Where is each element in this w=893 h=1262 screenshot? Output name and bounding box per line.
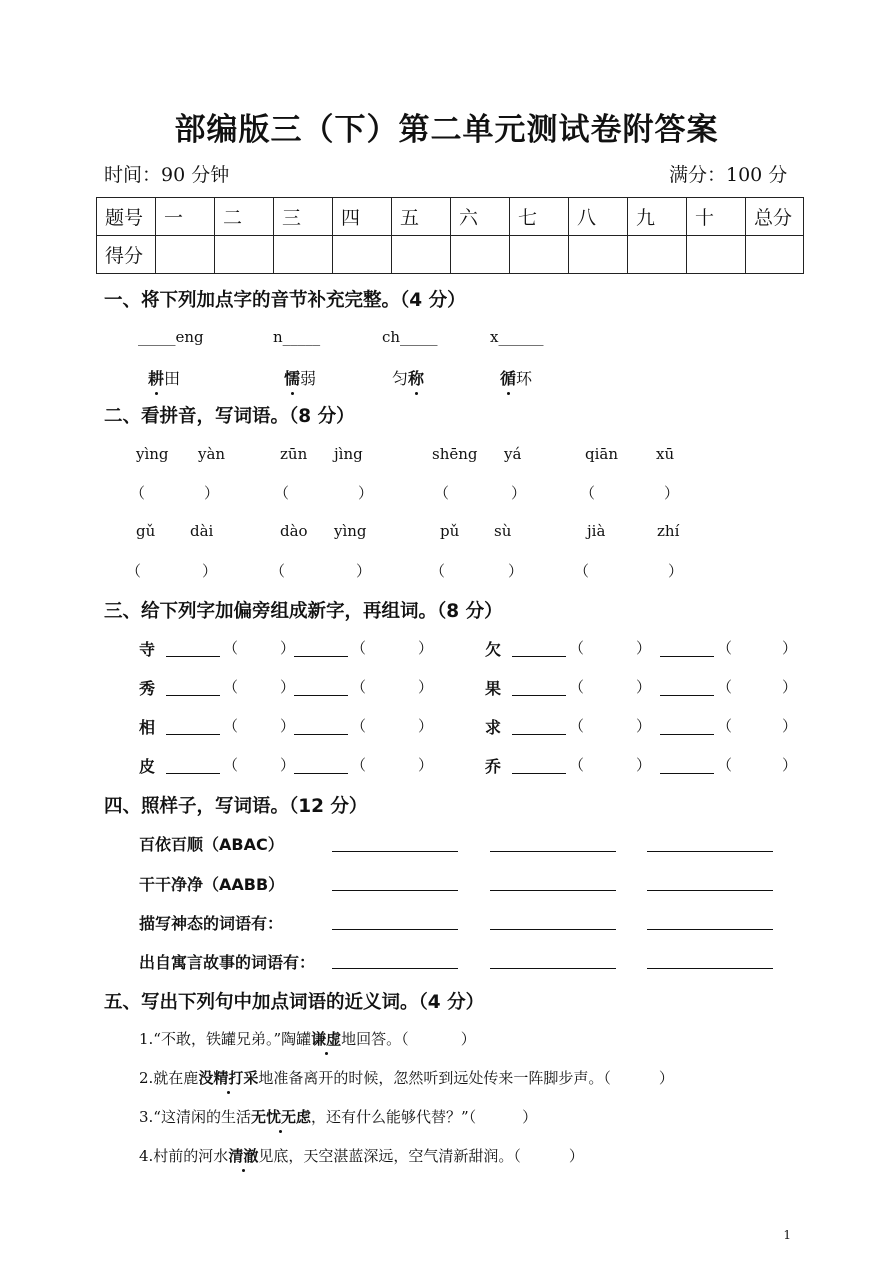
base-char: 欠 (485, 640, 502, 659)
score-cell[interactable] (569, 236, 628, 274)
answer-paren-open: （ (126, 562, 142, 580)
page-number: 1 (783, 1228, 791, 1242)
question-text: ） (522, 1108, 538, 1126)
paren-pair: （ (569, 717, 585, 735)
dotted-word: 谦虚 (311, 1030, 342, 1048)
dotted-word (500, 366, 532, 389)
dotted-char: 循 (500, 366, 516, 389)
paren-pair: （ (717, 678, 733, 696)
pinyin: dài (190, 522, 214, 540)
paren-pair: ） (636, 717, 652, 735)
answer-paren-close: ） (356, 562, 372, 580)
score-table (96, 197, 804, 274)
base-char: 果 (485, 679, 502, 698)
paren-pair: （ (717, 639, 733, 657)
paren-pair: ） (280, 678, 296, 696)
dotted-word (284, 366, 316, 389)
word-rest: 弱 (300, 369, 317, 388)
answer-paren-open: （ (274, 484, 290, 502)
answer-line[interactable] (332, 929, 458, 930)
answer-line[interactable] (490, 929, 616, 930)
dotted-char: 懦 (284, 366, 300, 389)
word-rest: 田 (164, 369, 181, 388)
table-cell: 二 (215, 198, 274, 236)
table-cell: 四 (333, 198, 392, 236)
dotted-char: 耕 (148, 366, 164, 389)
paren-pair: （ (223, 678, 239, 696)
section-3-heading: 三、给下列字加偏旁组成新字，再组词。（8 分） (104, 601, 503, 622)
answer-paren-open: （ (430, 562, 446, 580)
answer-paren-close: ） (664, 484, 680, 502)
paren-pair: （ (223, 756, 239, 774)
example-row-label: 描写神态的词语有： (139, 914, 284, 933)
new-char-blank[interactable] (166, 734, 220, 735)
answer-paren-close: ） (202, 562, 218, 580)
new-char-blank[interactable] (660, 734, 714, 735)
base-char: 求 (485, 718, 502, 737)
table-cell: 五 (392, 198, 451, 236)
table-row (97, 198, 804, 236)
question-text: 3.“这清闲的生活 (139, 1108, 251, 1126)
paren-pair: （ (351, 678, 367, 696)
dotted-word: 清澈 (228, 1147, 259, 1165)
base-char: 相 (139, 718, 156, 737)
section-1-heading: 一、将下列加点字的音节补充完整。（4 分） (104, 290, 466, 311)
new-char-blank[interactable] (166, 695, 220, 696)
paren-pair: （ (351, 717, 367, 735)
example-row-label: 出自寓言故事的词语有： (139, 953, 316, 972)
table-cell: 七 (510, 198, 569, 236)
time-label: 时间：90 分钟 (104, 164, 230, 186)
table-cell: 得分 (97, 236, 156, 274)
question-text: 1.“不敢，铁罐兄弟。”陶罐 (139, 1030, 312, 1048)
word-prefix: 匀 (392, 369, 409, 388)
answer-line[interactable] (332, 851, 458, 852)
score-cell[interactable] (333, 236, 392, 274)
paren-pair: ） (418, 639, 434, 657)
new-char-blank[interactable] (512, 656, 566, 657)
new-char-blank[interactable] (660, 656, 714, 657)
score-cell[interactable] (156, 236, 215, 274)
dotted-word (392, 366, 424, 389)
paren-pair: ） (418, 756, 434, 774)
question-2 (139, 1067, 674, 1088)
pinyin: sù (494, 522, 512, 540)
dotted-word: 无忧无虑 (250, 1108, 311, 1126)
question-text: 地准备离开的时候，忽然听到远处传来一阵脚步声。（ (258, 1069, 611, 1087)
new-char-blank[interactable] (294, 773, 348, 774)
paren-pair: ） (280, 756, 296, 774)
answer-line[interactable] (332, 890, 458, 891)
paren-pair: （ (569, 756, 585, 774)
table-cell: 一 (156, 198, 215, 236)
pinyin-blank: _____eng (138, 328, 204, 346)
question-text: ） (568, 1147, 584, 1165)
score-cell[interactable] (687, 236, 746, 274)
base-char: 寺 (139, 640, 156, 659)
pinyin: xū (656, 445, 675, 463)
answer-paren-open: （ (574, 562, 590, 580)
new-char-blank[interactable] (660, 695, 714, 696)
pinyin: yìng (136, 445, 169, 463)
new-char-blank[interactable] (294, 695, 348, 696)
pinyin: zūn (280, 445, 308, 463)
answer-line[interactable] (490, 968, 616, 969)
answer-paren-close: ） (508, 562, 524, 580)
table-cell: 十 (687, 198, 746, 236)
table-cell: 六 (451, 198, 510, 236)
pinyin: jìng (334, 445, 363, 463)
answer-paren-open: （ (130, 484, 146, 502)
answer-paren-open: （ (580, 484, 596, 502)
answer-line[interactable] (647, 929, 773, 930)
answer-line[interactable] (647, 890, 773, 891)
new-char-blank[interactable] (166, 773, 220, 774)
pinyin-blank: x______ (490, 328, 544, 346)
question-text: 4.村前的河水 (139, 1147, 229, 1165)
pinyin: yàn (198, 445, 226, 463)
score-cell[interactable] (215, 236, 274, 274)
score-cell[interactable] (746, 236, 804, 274)
answer-line[interactable] (490, 851, 616, 852)
paren-pair: ） (280, 639, 296, 657)
section-5-heading: 五、写出下列句中加点词语的近义词。（4 分） (104, 992, 485, 1013)
answer-paren-open: （ (434, 484, 450, 502)
paren-pair: ） (636, 639, 652, 657)
paren-pair: （ (717, 717, 733, 735)
paren-pair: ） (280, 717, 296, 735)
paren-pair: ） (636, 678, 652, 696)
paren-pair: （ (569, 639, 585, 657)
answer-line[interactable] (332, 968, 458, 969)
table-row (97, 236, 804, 274)
paren-pair: （ (351, 756, 367, 774)
paren-pair: ） (418, 678, 434, 696)
paren-pair: （ (569, 678, 585, 696)
paren-pair: ） (782, 717, 798, 735)
pinyin: qiān (585, 445, 619, 463)
word-rest: 环 (516, 369, 533, 388)
pinyin: jià (587, 522, 606, 540)
paren-pair: ） (782, 678, 798, 696)
base-char: 皮 (139, 757, 156, 776)
table-cell: 八 (569, 198, 628, 236)
table-cell: 三 (274, 198, 333, 236)
score-cell[interactable] (510, 236, 569, 274)
pinyin: dào (280, 522, 308, 540)
new-char-blank[interactable] (512, 734, 566, 735)
answer-paren-close: ） (668, 562, 684, 580)
paren-pair: ） (636, 756, 652, 774)
question-text: ，还有什么能够代替？”（ (311, 1108, 477, 1126)
base-char: 乔 (485, 757, 502, 776)
pinyin-blank: n_____ (273, 328, 321, 346)
pinyin: gǔ (136, 522, 156, 540)
table-cell: 九 (628, 198, 687, 236)
new-char-blank[interactable] (660, 773, 714, 774)
answer-paren-close: ） (204, 484, 220, 502)
question-text: ） (658, 1069, 674, 1087)
new-char-blank[interactable] (512, 695, 566, 696)
example-row-label: 百依百顺（ABAC） (139, 835, 284, 854)
paren-pair: （ (223, 717, 239, 735)
answer-paren-close: ） (358, 484, 374, 502)
paren-pair: ） (782, 756, 798, 774)
example-row-label: 干干净净（AABB） (139, 875, 285, 894)
paren-pair: ） (418, 717, 434, 735)
pinyin: shēng (432, 445, 478, 463)
answer-paren-close: ） (511, 484, 527, 502)
answer-line[interactable] (647, 851, 773, 852)
pinyin: yá (504, 445, 522, 463)
score-cell[interactable] (451, 236, 510, 274)
question-4 (139, 1145, 584, 1166)
new-char-blank[interactable] (512, 773, 566, 774)
dotted-char: 称 (408, 366, 424, 389)
pinyin: yìng (334, 522, 367, 540)
question-text: 见底，天空湛蓝深远，空气清新甜润。（ (258, 1147, 521, 1165)
pinyin-blank: ch_____ (382, 328, 438, 346)
pinyin: zhí (657, 522, 680, 540)
answer-line[interactable] (647, 968, 773, 969)
table-cell: 题号 (97, 198, 156, 236)
score-cell[interactable] (274, 236, 333, 274)
new-char-blank[interactable] (294, 734, 348, 735)
score-label: 满分：100 分 (669, 164, 788, 186)
answer-paren-open: （ (270, 562, 286, 580)
dotted-word (148, 366, 180, 389)
base-char: 秀 (139, 679, 156, 698)
pinyin: pǔ (440, 522, 460, 540)
dotted-word: 没精打采 (198, 1069, 259, 1087)
section-4-heading: 四、照样子，写词语。（12 分） (104, 796, 368, 817)
paren-pair: ） (782, 639, 798, 657)
paren-pair: （ (351, 639, 367, 657)
question-3 (139, 1106, 537, 1127)
score-cell[interactable] (392, 236, 451, 274)
new-char-blank[interactable] (166, 656, 220, 657)
answer-line[interactable] (490, 890, 616, 891)
new-char-blank[interactable] (294, 656, 348, 657)
question-text: 地回答。（ (341, 1030, 409, 1048)
question-1 (139, 1028, 476, 1049)
question-text: ） (460, 1030, 476, 1048)
question-text: 2.就在鹿 (139, 1069, 199, 1087)
paren-pair: （ (717, 756, 733, 774)
section-2-heading: 二、看拼音，写词语。（8 分） (104, 406, 355, 427)
table-cell: 总分 (746, 198, 804, 236)
score-cell[interactable] (628, 236, 687, 274)
page-title: 部编版三（下）第二单元测试卷附答案 (174, 112, 719, 148)
paren-pair: （ (223, 639, 239, 657)
